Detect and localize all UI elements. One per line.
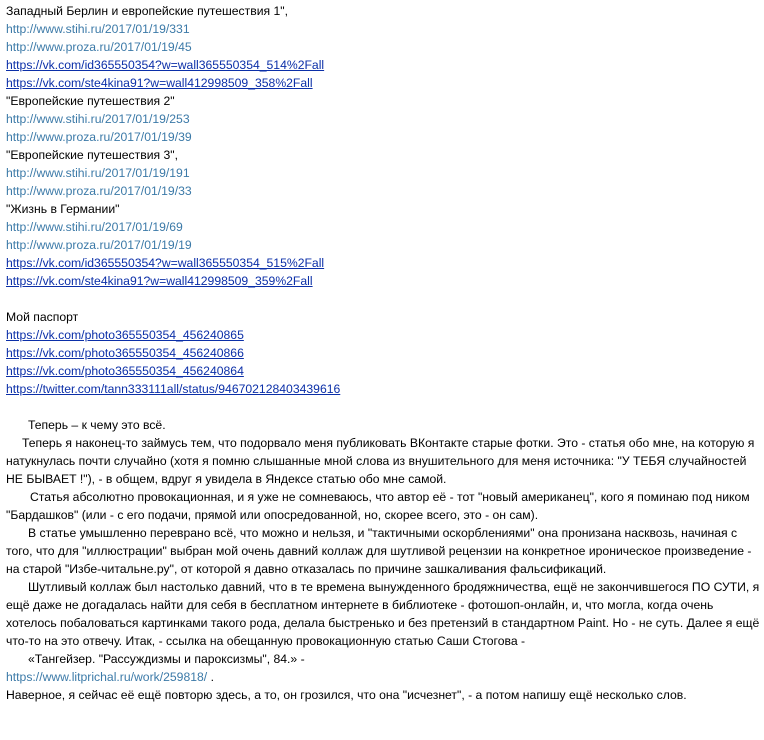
- article-paragraph: Наверное, я сейчас её ещё повторю здесь, а то, он грозился, что она "исчезнет", - а потом напишу ещё несколько слов.: [6, 688, 687, 702]
- proza-link[interactable]: http://www.proza.ru/2017/01/19/33: [6, 184, 192, 198]
- stihi-link[interactable]: http://www.stihi.ru/2017/01/19/191: [6, 166, 190, 180]
- litprichal-link[interactable]: https://www.litprichal.ru/work/259818/: [6, 670, 208, 684]
- vk-wall-link[interactable]: https://vk.com/id365550354?w=wall365550354_515%2Fall: [6, 256, 325, 270]
- stihi-link[interactable]: http://www.stihi.ru/2017/01/19/69: [6, 220, 183, 234]
- article-quote: «Тангейзер. "Рассуждизмы и пароксизмы", 84.» -: [28, 652, 305, 666]
- document-body: [6, 2, 762, 704]
- article-paragraph: Статья абсолютно провокационная, и я уже не сомневаюсь, что автор её - тот "новый американец", кого я поминаю под ником "Бардашков" (или - с его подачи, прямой или опосредованной, но, скорее всего, это - он сам).: [6, 490, 750, 522]
- article-paragraph: Теперь – к чему это всё.: [28, 418, 166, 432]
- stihi-link[interactable]: http://www.stihi.ru/2017/01/19/331: [6, 22, 190, 36]
- work-title-2: "Европейские путешествия 2": [6, 94, 175, 108]
- work-title-1: Западный Берлин и европейские путешествия 1",: [6, 4, 288, 18]
- passport-title: Мой паспорт: [6, 310, 79, 324]
- vk-photo-link[interactable]: https://vk.com/photo365550354_456240864: [6, 364, 244, 378]
- spacer: [6, 290, 762, 308]
- vk-wall-link[interactable]: https://vk.com/ste4kina91?w=wall412998509_358%2Fall: [6, 76, 313, 90]
- vk-photo-link[interactable]: https://vk.com/photo365550354_456240866: [6, 346, 244, 360]
- twitter-status-link[interactable]: https://twitter.com/tann333111all/status/946702128403439616: [6, 382, 341, 396]
- stihi-link[interactable]: http://www.stihi.ru/2017/01/19/253: [6, 112, 190, 126]
- work-title-4: "Жизнь в Германии": [6, 202, 120, 216]
- vk-wall-link[interactable]: https://vk.com/ste4kina91?w=wall412998509_359%2Fall: [6, 274, 313, 288]
- article-paragraph: Теперь я наконец-то займусь тем, что подорвало меня публиковать ВКонтакте старые фотки. Это - статья обо мне, на которую я натукнулась почти случайно (хотя я помню слышанные мной слова из внушительного для меня источника: "У ТЕБЯ случайностей НЕ БЫВАЕТ !"), - в общем, вдруг я увидела в Яндексе статью обо мне самой.: [6, 436, 755, 486]
- vk-photo-link[interactable]: https://vk.com/photo365550354_456240865: [6, 328, 244, 342]
- proza-link[interactable]: http://www.proza.ru/2017/01/19/45: [6, 40, 192, 54]
- source-line: [6, 668, 762, 686]
- vk-wall-link[interactable]: https://vk.com/id365550354?w=wall365550354_514%2Fall: [6, 58, 325, 72]
- article-paragraph: В статье умышленно переврано всё, что можно и нельзя, и "тактичными оскорблениями" она пронизана насквозь, начиная с того, что для "иллюстрации" выбран мой очень давний коллаж для шутливой рецензии на конкретное ироническое произведение - на старой "Избе-читальне.ру", от которой я давно отказалась по причине зашкаливания фальсификаций.: [6, 526, 752, 576]
- article-paragraph: Шутливый коллаж был настолько давний, что в те времена вынужденного бродяжничества, ещё не закончившегося ПО СУТИ, я ещё даже не догадалась найти для себя в бесплатном интернете в библиотеке - фотошоп-онлайн, и, что могла, когда очень хотелось побаловаться картинками такого рода, делала быстренько и без претензий в стандартном Paint. Но - не суть. Далее я ещё что-то на это отвечу. Итак, - ссылка на обещанную провокационную статью Саши Стогова -: [6, 580, 760, 648]
- spacer: [6, 398, 762, 416]
- proza-link[interactable]: http://www.proza.ru/2017/01/19/39: [6, 130, 192, 144]
- source-tail: .: [207, 670, 214, 684]
- work-title-3: "Европейские путешествия 3",: [6, 148, 178, 162]
- proza-link[interactable]: http://www.proza.ru/2017/01/19/19: [6, 238, 192, 252]
